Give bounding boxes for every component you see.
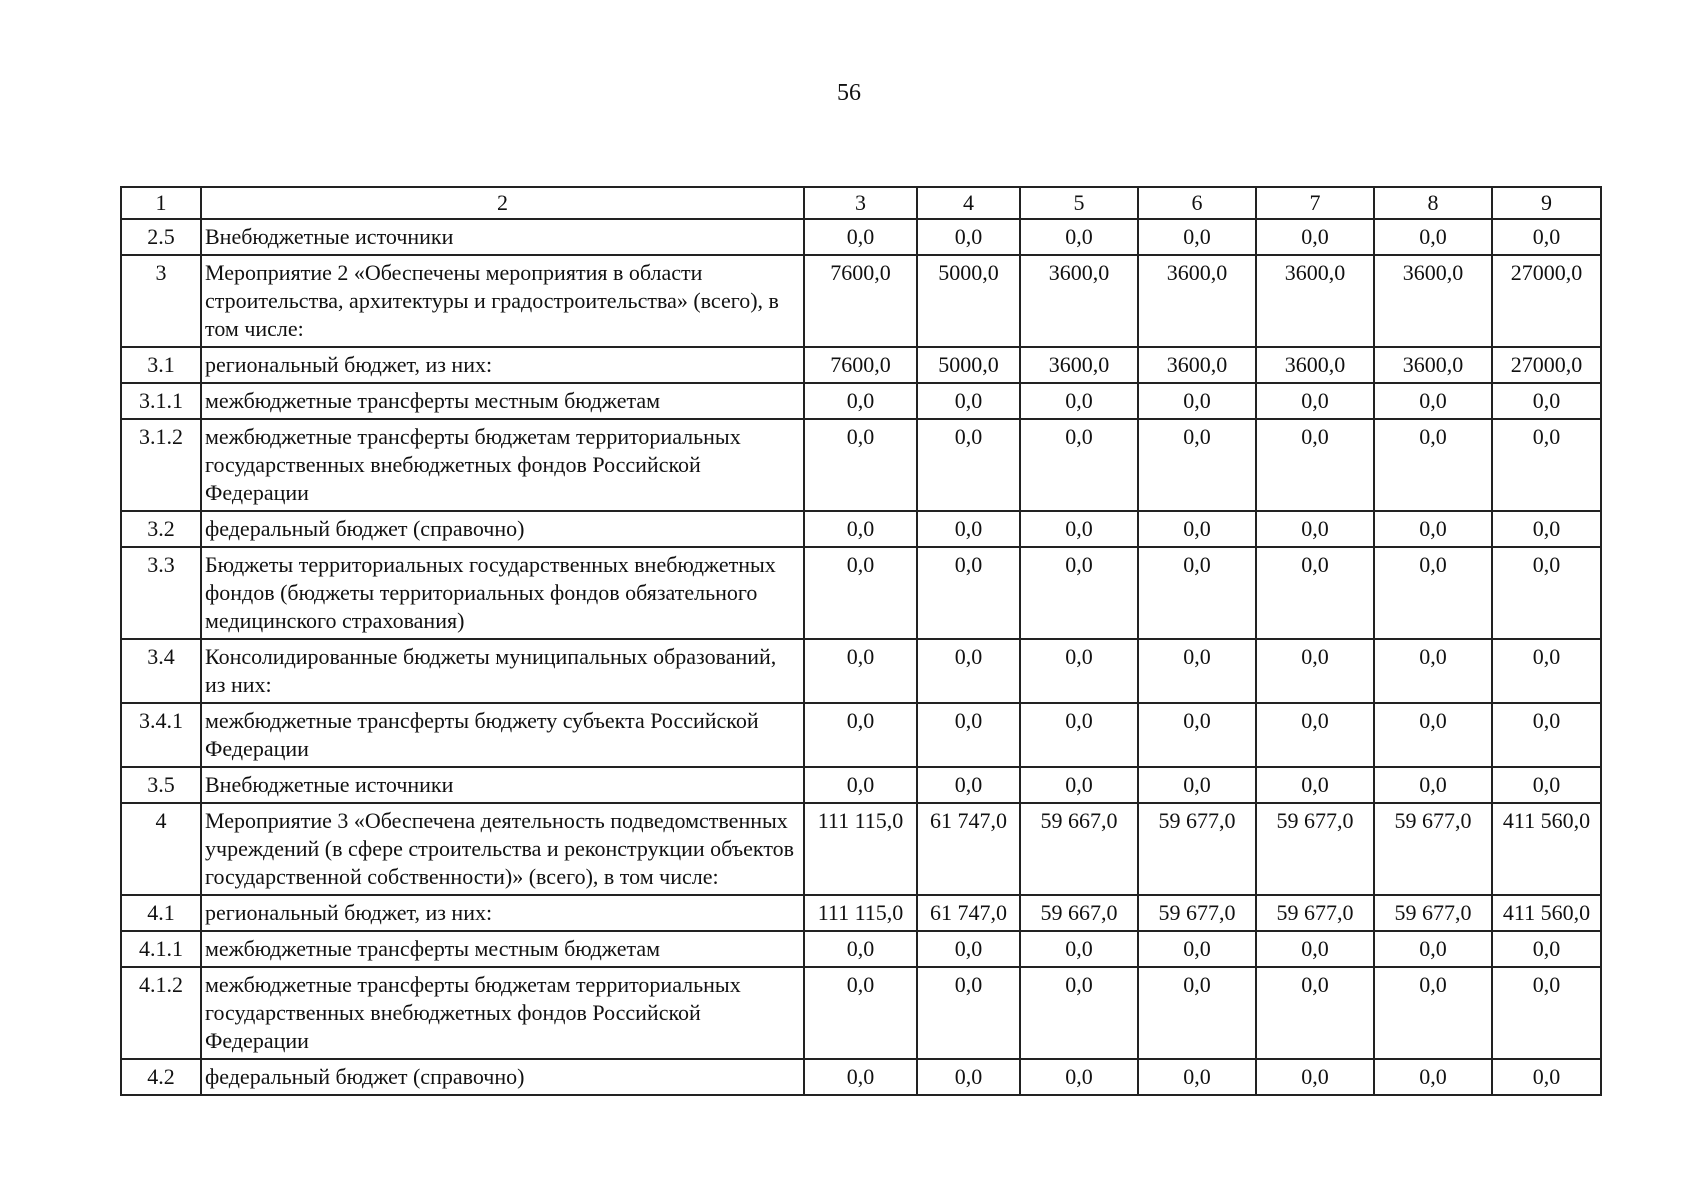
value-cell: 0,0: [917, 703, 1020, 767]
value-cell: 0,0: [1256, 639, 1374, 703]
value-cell: 0,0: [1138, 767, 1256, 803]
row-name-cell: Бюджеты территориальных государственных внебюджетных фондов (бюджеты территориальных фондов обязательного медицинского страхования): [201, 547, 804, 639]
value-cell: 0,0: [1492, 767, 1601, 803]
value-cell: 0,0: [1138, 703, 1256, 767]
value-cell: 0,0: [1020, 767, 1138, 803]
value-cell: 0,0: [1138, 931, 1256, 967]
value-cell: 7600,0: [804, 255, 917, 347]
value-cell: 0,0: [1020, 511, 1138, 547]
value-cell: 59 677,0: [1374, 895, 1492, 931]
row-name-cell: межбюджетные трансферты местным бюджетам: [201, 383, 804, 419]
value-cell: 0,0: [1020, 419, 1138, 511]
table-row: [121, 383, 1601, 419]
value-cell: 0,0: [1020, 547, 1138, 639]
value-cell: 0,0: [804, 703, 917, 767]
value-cell: 3600,0: [1138, 347, 1256, 383]
value-cell: 0,0: [917, 511, 1020, 547]
value-cell: 0,0: [804, 511, 917, 547]
value-cell: 111 115,0: [804, 895, 917, 931]
header-cell: 6: [1138, 187, 1256, 219]
row-number-cell: 3.1.1: [121, 383, 201, 419]
value-cell: 0,0: [1374, 703, 1492, 767]
header-cell: 8: [1374, 187, 1492, 219]
header-cell: 7: [1256, 187, 1374, 219]
table-row: [121, 419, 1601, 511]
value-cell: 0,0: [1138, 383, 1256, 419]
value-cell: 0,0: [1138, 511, 1256, 547]
value-cell: 3600,0: [1374, 347, 1492, 383]
value-cell: 0,0: [1374, 767, 1492, 803]
row-number-cell: 4.1: [121, 895, 201, 931]
value-cell: 0,0: [804, 967, 917, 1059]
value-cell: 3600,0: [1020, 255, 1138, 347]
value-cell: 0,0: [1374, 967, 1492, 1059]
value-cell: 0,0: [1374, 1059, 1492, 1095]
value-cell: 59 667,0: [1020, 803, 1138, 895]
value-cell: 27000,0: [1492, 347, 1601, 383]
table-row: [121, 803, 1601, 895]
value-cell: 0,0: [804, 1059, 917, 1095]
table-row: [121, 967, 1601, 1059]
header-cell: 2: [201, 187, 804, 219]
value-cell: 0,0: [1492, 703, 1601, 767]
row-name-cell: федеральный бюджет (справочно): [201, 1059, 804, 1095]
row-name-cell: Мероприятие 2 «Обеспечены мероприятия в области строительства, архитектуры и градостроительства» (всего), в том числе:: [201, 255, 804, 347]
row-number-cell: 3.4.1: [121, 703, 201, 767]
value-cell: 3600,0: [1256, 255, 1374, 347]
value-cell: 0,0: [1256, 419, 1374, 511]
row-number-cell: 3.4: [121, 639, 201, 703]
value-cell: 0,0: [1020, 639, 1138, 703]
value-cell: 0,0: [1138, 967, 1256, 1059]
value-cell: 0,0: [1492, 639, 1601, 703]
row-name-cell: межбюджетные трансферты местным бюджетам: [201, 931, 804, 967]
table-body: [121, 187, 1601, 1095]
value-cell: 0,0: [1256, 383, 1374, 419]
value-cell: 0,0: [1492, 931, 1601, 967]
value-cell: 0,0: [804, 767, 917, 803]
value-cell: 3600,0: [1020, 347, 1138, 383]
row-name-cell: Мероприятие 3 «Обеспечена деятельность подведомственных учреждений (в сфере строительства и реконструкции объектов государственной собственности)» (всего), в том числе:: [201, 803, 804, 895]
value-cell: 0,0: [1492, 219, 1601, 255]
value-cell: 0,0: [917, 419, 1020, 511]
value-cell: 0,0: [1374, 547, 1492, 639]
value-cell: 59 667,0: [1020, 895, 1138, 931]
row-number-cell: 3.5: [121, 767, 201, 803]
table-row: [121, 1059, 1601, 1095]
row-number-cell: 3: [121, 255, 201, 347]
value-cell: 0,0: [1020, 931, 1138, 967]
value-cell: 61 747,0: [917, 895, 1020, 931]
value-cell: 59 677,0: [1138, 803, 1256, 895]
value-cell: 0,0: [1256, 967, 1374, 1059]
table-row: [121, 511, 1601, 547]
value-cell: 0,0: [917, 1059, 1020, 1095]
value-cell: 0,0: [1492, 967, 1601, 1059]
row-number-cell: 3.2: [121, 511, 201, 547]
header-cell: 9: [1492, 187, 1601, 219]
value-cell: 0,0: [1020, 219, 1138, 255]
table-row: [121, 255, 1601, 347]
row-name-cell: межбюджетные трансферты бюджетам территориальных государственных внебюджетных фондов Российской Федерации: [201, 967, 804, 1059]
value-cell: 0,0: [804, 419, 917, 511]
table-row: [121, 767, 1601, 803]
row-name-cell: межбюджетные трансферты бюджетам территориальных государственных внебюджетных фондов Российской Федерации: [201, 419, 804, 511]
row-number-cell: 4.2: [121, 1059, 201, 1095]
value-cell: 0,0: [1256, 547, 1374, 639]
value-cell: 111 115,0: [804, 803, 917, 895]
value-cell: 411 560,0: [1492, 803, 1601, 895]
value-cell: 0,0: [1138, 419, 1256, 511]
row-number-cell: 3.1.2: [121, 419, 201, 511]
value-cell: 0,0: [917, 219, 1020, 255]
row-number-cell: 4.1.2: [121, 967, 201, 1059]
value-cell: 0,0: [804, 383, 917, 419]
table-row: [121, 547, 1601, 639]
value-cell: 5000,0: [917, 347, 1020, 383]
value-cell: 61 747,0: [917, 803, 1020, 895]
value-cell: 0,0: [1374, 931, 1492, 967]
value-cell: 0,0: [1374, 383, 1492, 419]
value-cell: 0,0: [1374, 511, 1492, 547]
row-number-cell: 4.1.1: [121, 931, 201, 967]
page-number: 56: [837, 80, 861, 106]
header-cell: 1: [121, 187, 201, 219]
value-cell: 59 677,0: [1256, 803, 1374, 895]
table-row: [121, 347, 1601, 383]
value-cell: 0,0: [1256, 767, 1374, 803]
value-cell: 0,0: [917, 383, 1020, 419]
value-cell: 59 677,0: [1374, 803, 1492, 895]
value-cell: 59 677,0: [1256, 895, 1374, 931]
value-cell: 0,0: [1020, 383, 1138, 419]
value-cell: 0,0: [804, 931, 917, 967]
value-cell: 0,0: [917, 547, 1020, 639]
table-header-row: [121, 187, 1601, 219]
value-cell: 3600,0: [1138, 255, 1256, 347]
value-cell: 0,0: [1256, 703, 1374, 767]
value-cell: 0,0: [1256, 931, 1374, 967]
value-cell: 0,0: [917, 639, 1020, 703]
value-cell: 0,0: [1138, 1059, 1256, 1095]
value-cell: 0,0: [1492, 383, 1601, 419]
value-cell: 0,0: [1374, 419, 1492, 511]
row-name-cell: федеральный бюджет (справочно): [201, 511, 804, 547]
value-cell: 0,0: [804, 547, 917, 639]
value-cell: 27000,0: [1492, 255, 1601, 347]
value-cell: 0,0: [1492, 419, 1601, 511]
row-name-cell: межбюджетные трансферты бюджету субъекта Российской Федерации: [201, 703, 804, 767]
value-cell: 0,0: [1374, 639, 1492, 703]
row-number-cell: 4: [121, 803, 201, 895]
value-cell: 0,0: [1020, 703, 1138, 767]
row-name-cell: региональный бюджет, из них:: [201, 347, 804, 383]
row-number-cell: 3.1: [121, 347, 201, 383]
value-cell: 0,0: [917, 967, 1020, 1059]
table-row: [121, 219, 1601, 255]
value-cell: 0,0: [1020, 967, 1138, 1059]
header-cell: 5: [1020, 187, 1138, 219]
value-cell: 3600,0: [1256, 347, 1374, 383]
value-cell: 0,0: [1020, 1059, 1138, 1095]
value-cell: 0,0: [917, 767, 1020, 803]
value-cell: 0,0: [1256, 1059, 1374, 1095]
value-cell: 0,0: [1492, 511, 1601, 547]
table-row: [121, 703, 1601, 767]
table-row: [121, 931, 1601, 967]
value-cell: 0,0: [1256, 511, 1374, 547]
value-cell: 411 560,0: [1492, 895, 1601, 931]
value-cell: 0,0: [917, 931, 1020, 967]
value-cell: 3600,0: [1374, 255, 1492, 347]
budget-table: [120, 186, 1602, 1096]
value-cell: 0,0: [1138, 639, 1256, 703]
row-number-cell: 3.3: [121, 547, 201, 639]
header-cell: 3: [804, 187, 917, 219]
value-cell: 0,0: [1492, 547, 1601, 639]
value-cell: 59 677,0: [1138, 895, 1256, 931]
value-cell: 0,0: [1374, 219, 1492, 255]
value-cell: 0,0: [804, 219, 917, 255]
value-cell: 0,0: [1256, 219, 1374, 255]
header-cell: 4: [917, 187, 1020, 219]
row-name-cell: Внебюджетные источники: [201, 219, 804, 255]
table-row: [121, 895, 1601, 931]
table-row: [121, 639, 1601, 703]
row-name-cell: региональный бюджет, из них:: [201, 895, 804, 931]
row-name-cell: Консолидированные бюджеты муниципальных образований, из них:: [201, 639, 804, 703]
value-cell: 0,0: [1138, 219, 1256, 255]
row-name-cell: Внебюджетные источники: [201, 767, 804, 803]
value-cell: 0,0: [1492, 1059, 1601, 1095]
value-cell: 7600,0: [804, 347, 917, 383]
row-number-cell: 2.5: [121, 219, 201, 255]
value-cell: 5000,0: [917, 255, 1020, 347]
value-cell: 0,0: [1138, 547, 1256, 639]
value-cell: 0,0: [804, 639, 917, 703]
